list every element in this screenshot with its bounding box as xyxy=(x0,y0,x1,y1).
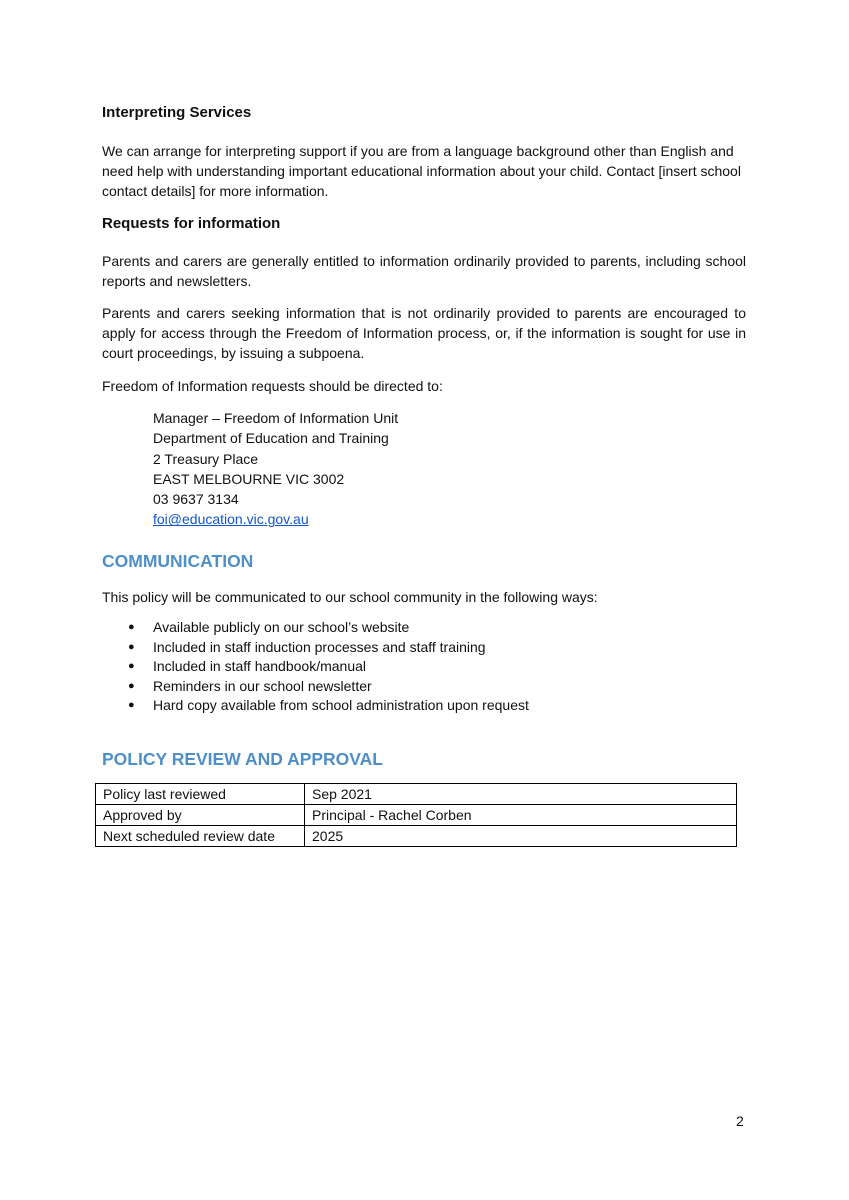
list-item: ● Reminders in our school newsletter xyxy=(128,677,529,697)
table-cell-label: Policy last reviewed xyxy=(96,784,305,805)
communication-list xyxy=(128,618,529,716)
address-line: Manager – Freedom of Information Unit xyxy=(153,410,399,426)
interpreting-services-heading: Interpreting Services xyxy=(102,104,252,121)
table-row xyxy=(96,826,737,847)
requests-paragraph-3: Freedom of Information requests should be directed to: xyxy=(102,378,443,394)
foi-address-block xyxy=(153,408,398,530)
list-item: ● Included in staff handbook/manual xyxy=(128,657,529,677)
bullet-icon: ● xyxy=(128,679,135,692)
requests-paragraph-1: Parents and carers are generally entitled to information ordinarily provided to parents, including school reports and newsletters. xyxy=(102,253,746,289)
list-item: ● Hard copy available from school administration upon request xyxy=(128,696,529,716)
address-line: EAST MELBOURNE VIC 3002 xyxy=(153,470,345,487)
bullet-icon: ● xyxy=(128,640,135,653)
bullet-icon: ● xyxy=(128,621,135,633)
table-cell-value: Principal - Rachel Corben xyxy=(305,805,737,826)
foi-email-link[interactable]: foi@education.vic.gov.au xyxy=(153,511,309,528)
bullet-icon: ● xyxy=(128,699,135,712)
policy-review-table xyxy=(95,783,737,847)
policy-review-heading: POLICY REVIEW AND APPROVAL xyxy=(102,749,383,769)
bullet-icon: ● xyxy=(128,660,135,673)
table-cell-value: 2025 xyxy=(305,826,737,847)
table-row xyxy=(96,784,737,805)
page-number: 2 xyxy=(736,1113,744,1129)
address-line: 2 Treasury Place xyxy=(153,450,259,467)
table-cell-label: Approved by xyxy=(96,805,305,826)
requests-heading: Requests for information xyxy=(102,215,281,232)
communication-heading: COMMUNICATION xyxy=(102,551,254,571)
interpreting-services-text: We can arrange for interpreting support if you are from a language background other than English and need help with understanding important educational information about your child. Contact [insert school contact details] for more information. xyxy=(102,143,741,199)
address-phone: 03 9637 3134 xyxy=(153,491,239,508)
list-item: ● Available publicly on our school’s website xyxy=(128,618,529,638)
communication-intro: This policy will be communicated to our school community in the following ways: xyxy=(102,589,598,605)
table-cell-label: Next scheduled review date xyxy=(96,826,305,847)
list-item: ● Included in staff induction processes and staff training xyxy=(128,638,529,658)
requests-paragraph-2: Parents and carers seeking information that is not ordinarily provided to parents are encouraged to apply for access through the Freedom of Information process, or, if the information is sought for use in court proceedings, by issuing a subpoena. xyxy=(102,305,746,361)
table-cell-value: Sep 2021 xyxy=(305,784,737,805)
table-row xyxy=(96,805,737,826)
address-line: Department of Education and Training xyxy=(153,430,389,447)
